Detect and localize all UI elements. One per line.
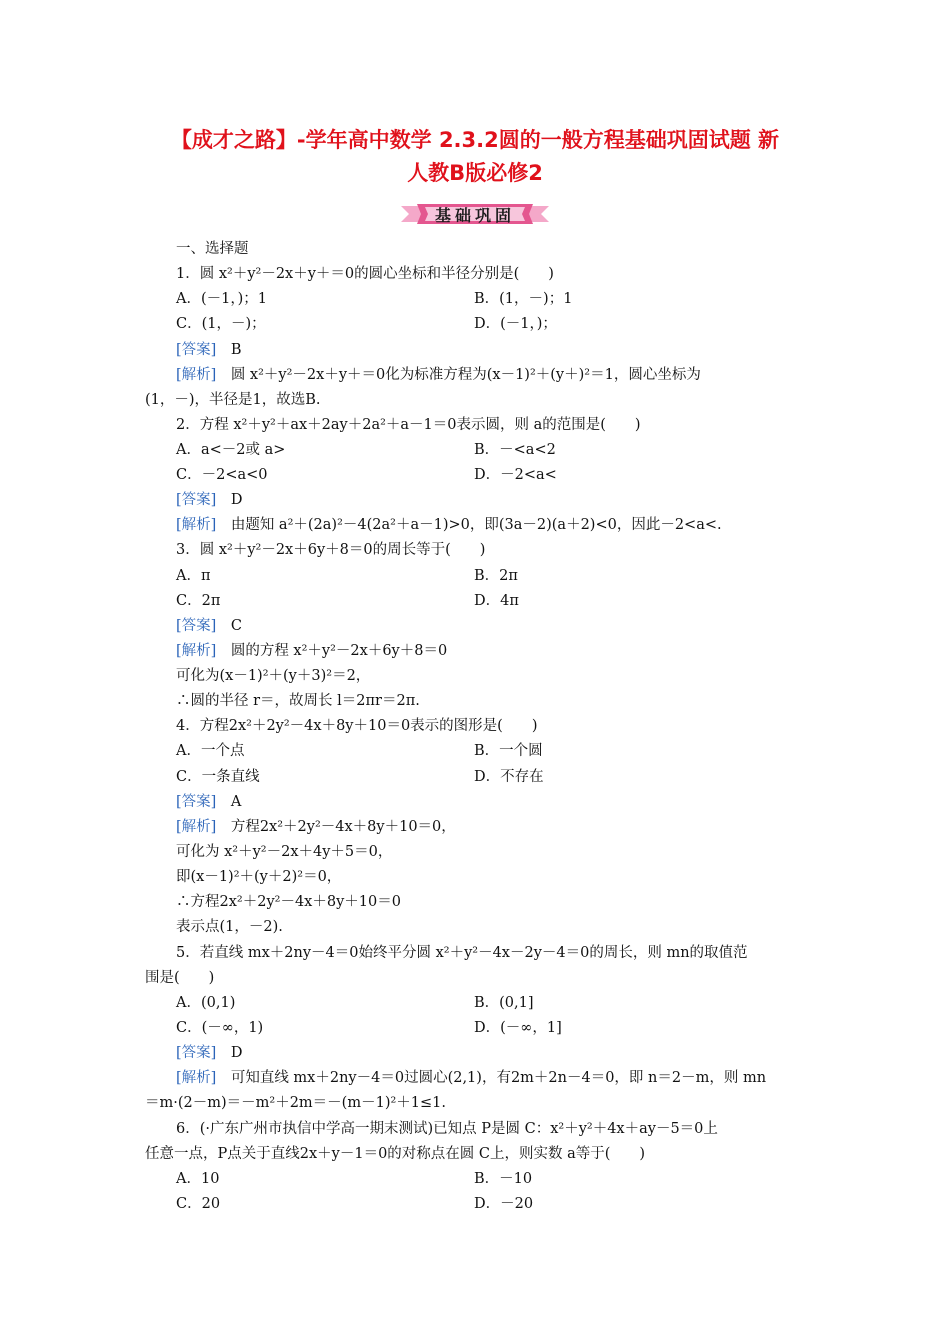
q2-answer-value: D: [230, 492, 243, 508]
q3-option-d: D．4π: [474, 593, 519, 609]
q3-analysis-text: 圆的方程 x²＋y²－2x＋6y＋8＝0: [230, 643, 448, 659]
q5-option-c: C．(－∞，1): [176, 1020, 264, 1036]
q1-option-a: A．(－1，)；1: [176, 291, 267, 307]
q6-option-b: B．－10: [474, 1171, 533, 1187]
analysis-tag: [解析]: [176, 819, 217, 835]
q4-answer-value: A: [230, 794, 242, 810]
q5-stem-line-2: 围是( ): [145, 970, 215, 986]
answer-tag: [答案]: [176, 618, 217, 634]
q6-stem: 6．(·广东广州市执信中学高一期末测试)已知点 P是圆 C：x²＋y²＋4x＋ay－5＝0上: [176, 1121, 718, 1137]
q2-option-b: B．－<a<2: [474, 442, 556, 458]
q3-answer-value: C: [230, 618, 242, 634]
document-title-line-2: 人教B版必修2: [407, 161, 543, 185]
banner-label: 基础巩固: [434, 206, 515, 225]
q5-stem: 5．若直线 mx＋2ny－4＝0始终平分圆 x²＋y²－4x－2y－4＝0的周长，则 mn的取值范: [176, 945, 748, 961]
q1-analysis-text: 圆 x²＋y²－2x＋y＋＝0化为标准方程为(x－1)²＋(y＋)²＝1，圆心坐标为: [230, 367, 701, 383]
q2-analysis: [176, 515, 722, 535]
q5-answer-value: D: [230, 1045, 243, 1061]
q6-option-c: C．20: [176, 1196, 221, 1212]
q5-option-a: A．(0,1): [176, 995, 236, 1011]
q5-analysis-text: 可知直线 mx＋2ny－4＝0过圆心(2,1)，有2m＋2n－4＝0，即 n＝2－m，则 mn: [230, 1070, 767, 1086]
q5-analysis: [176, 1068, 766, 1088]
analysis-tag: [解析]: [176, 643, 217, 659]
answer-tag: [答案]: [176, 342, 217, 358]
analysis-tag: [解析]: [176, 517, 217, 533]
q1-stem: 1．圆 x²＋y²－2x＋y＋＝0的圆心坐标和半径分别是( ): [176, 266, 554, 282]
q1-option-b: B．(1，－)；1: [474, 291, 573, 307]
q4-analysis-line-4: ∴方程2x²＋2y²－4x＋8y＋10＝0: [176, 894, 401, 910]
q4-analysis: [176, 817, 456, 837]
q4-analysis-text: 方程2x²＋2y²－4x＋8y＋10＝0，: [230, 819, 456, 835]
q3-analysis: [176, 641, 447, 661]
q2-option-d: D．－2<a<: [474, 467, 557, 483]
q4-answer: [176, 792, 241, 812]
q3-option-b: B．2π: [474, 568, 518, 584]
q1-analysis-line-2: (1，－)，半径是1，故选B.: [145, 392, 321, 408]
answer-tag: [答案]: [176, 492, 217, 508]
q4-analysis-line-3: 即(x－1)²＋(y＋2)²＝0，: [176, 869, 342, 885]
q2-option-a: A．a<－2或 a>: [176, 442, 286, 458]
q2-answer: [176, 490, 242, 510]
q3-answer: [176, 616, 242, 636]
q5-option-b: B．(0,1]: [474, 995, 534, 1011]
q4-option-d: D．不存在: [474, 769, 544, 785]
q2-analysis-text: 由题知 a²＋(2a)²－4(2a²＋a－1)>0，即(3a－2)(a＋2)<0，因此－2<a<.: [230, 517, 722, 533]
section-heading: 一、选择题: [176, 241, 249, 257]
q3-stem: 3．圆 x²＋y²－2x＋6y＋8＝0的周长等于( ): [176, 542, 486, 558]
q4-option-a: A．一个点: [176, 743, 245, 759]
q2-option-c: C．－2<a<0: [176, 467, 268, 483]
answer-tag: [答案]: [176, 1045, 217, 1061]
q1-analysis: [176, 365, 701, 385]
q3-analysis-line-3: ∴圆的半径 r＝，故周长 l＝2πr＝2π.: [176, 693, 420, 709]
q2-stem: 2．方程 x²＋y²＋ax＋2ay＋2a²＋a－1＝0表示圆，则 a的范围是( ): [176, 417, 641, 433]
q4-option-b: B．一个圆: [474, 743, 543, 759]
q3-analysis-line-2: 可化为(x－1)²＋(y＋3)²＝2，: [176, 668, 371, 684]
q4-option-c: C．一条直线: [176, 769, 260, 785]
q1-option-c: C．(1，－)；: [176, 316, 266, 332]
q3-option-a: A．π: [176, 568, 211, 584]
q4-analysis-line-2: 可化为 x²＋y²－2x＋4y＋5＝0，: [176, 844, 393, 860]
answer-tag: [答案]: [176, 794, 217, 810]
q5-answer: [176, 1043, 242, 1063]
q5-option-d: D．(－∞，1]: [474, 1020, 562, 1036]
section-banner: [395, 201, 555, 227]
q3-option-c: C．2π: [176, 593, 221, 609]
document-title-line-1: 【成才之路】-学年高中数学 2.3.2圆的一般方程基础巩固试题 新: [170, 128, 780, 152]
q4-stem: 4．方程2x²＋2y²－4x＋8y＋10＝0表示的图形是( ): [176, 718, 538, 734]
q6-stem-line-2: 任意一点，P点关于直线2x＋y－1＝0的对称点在圆 C上，则实数 a等于( ): [145, 1146, 646, 1162]
q5-analysis-line-2: ＝m·(2－m)＝－m²＋2m＝－(m－1)²＋1≤1.: [145, 1095, 446, 1111]
q4-analysis-line-5: 表示点(1，－2).: [176, 919, 283, 935]
q1-answer: [176, 340, 241, 360]
analysis-tag: [解析]: [176, 1070, 217, 1086]
q6-option-a: A．10: [176, 1171, 220, 1187]
q1-answer-value: B: [230, 342, 242, 358]
q1-option-d: D．(－1，)；: [474, 316, 557, 332]
analysis-tag: [解析]: [176, 367, 217, 383]
q6-option-d: D．－20: [474, 1196, 534, 1212]
